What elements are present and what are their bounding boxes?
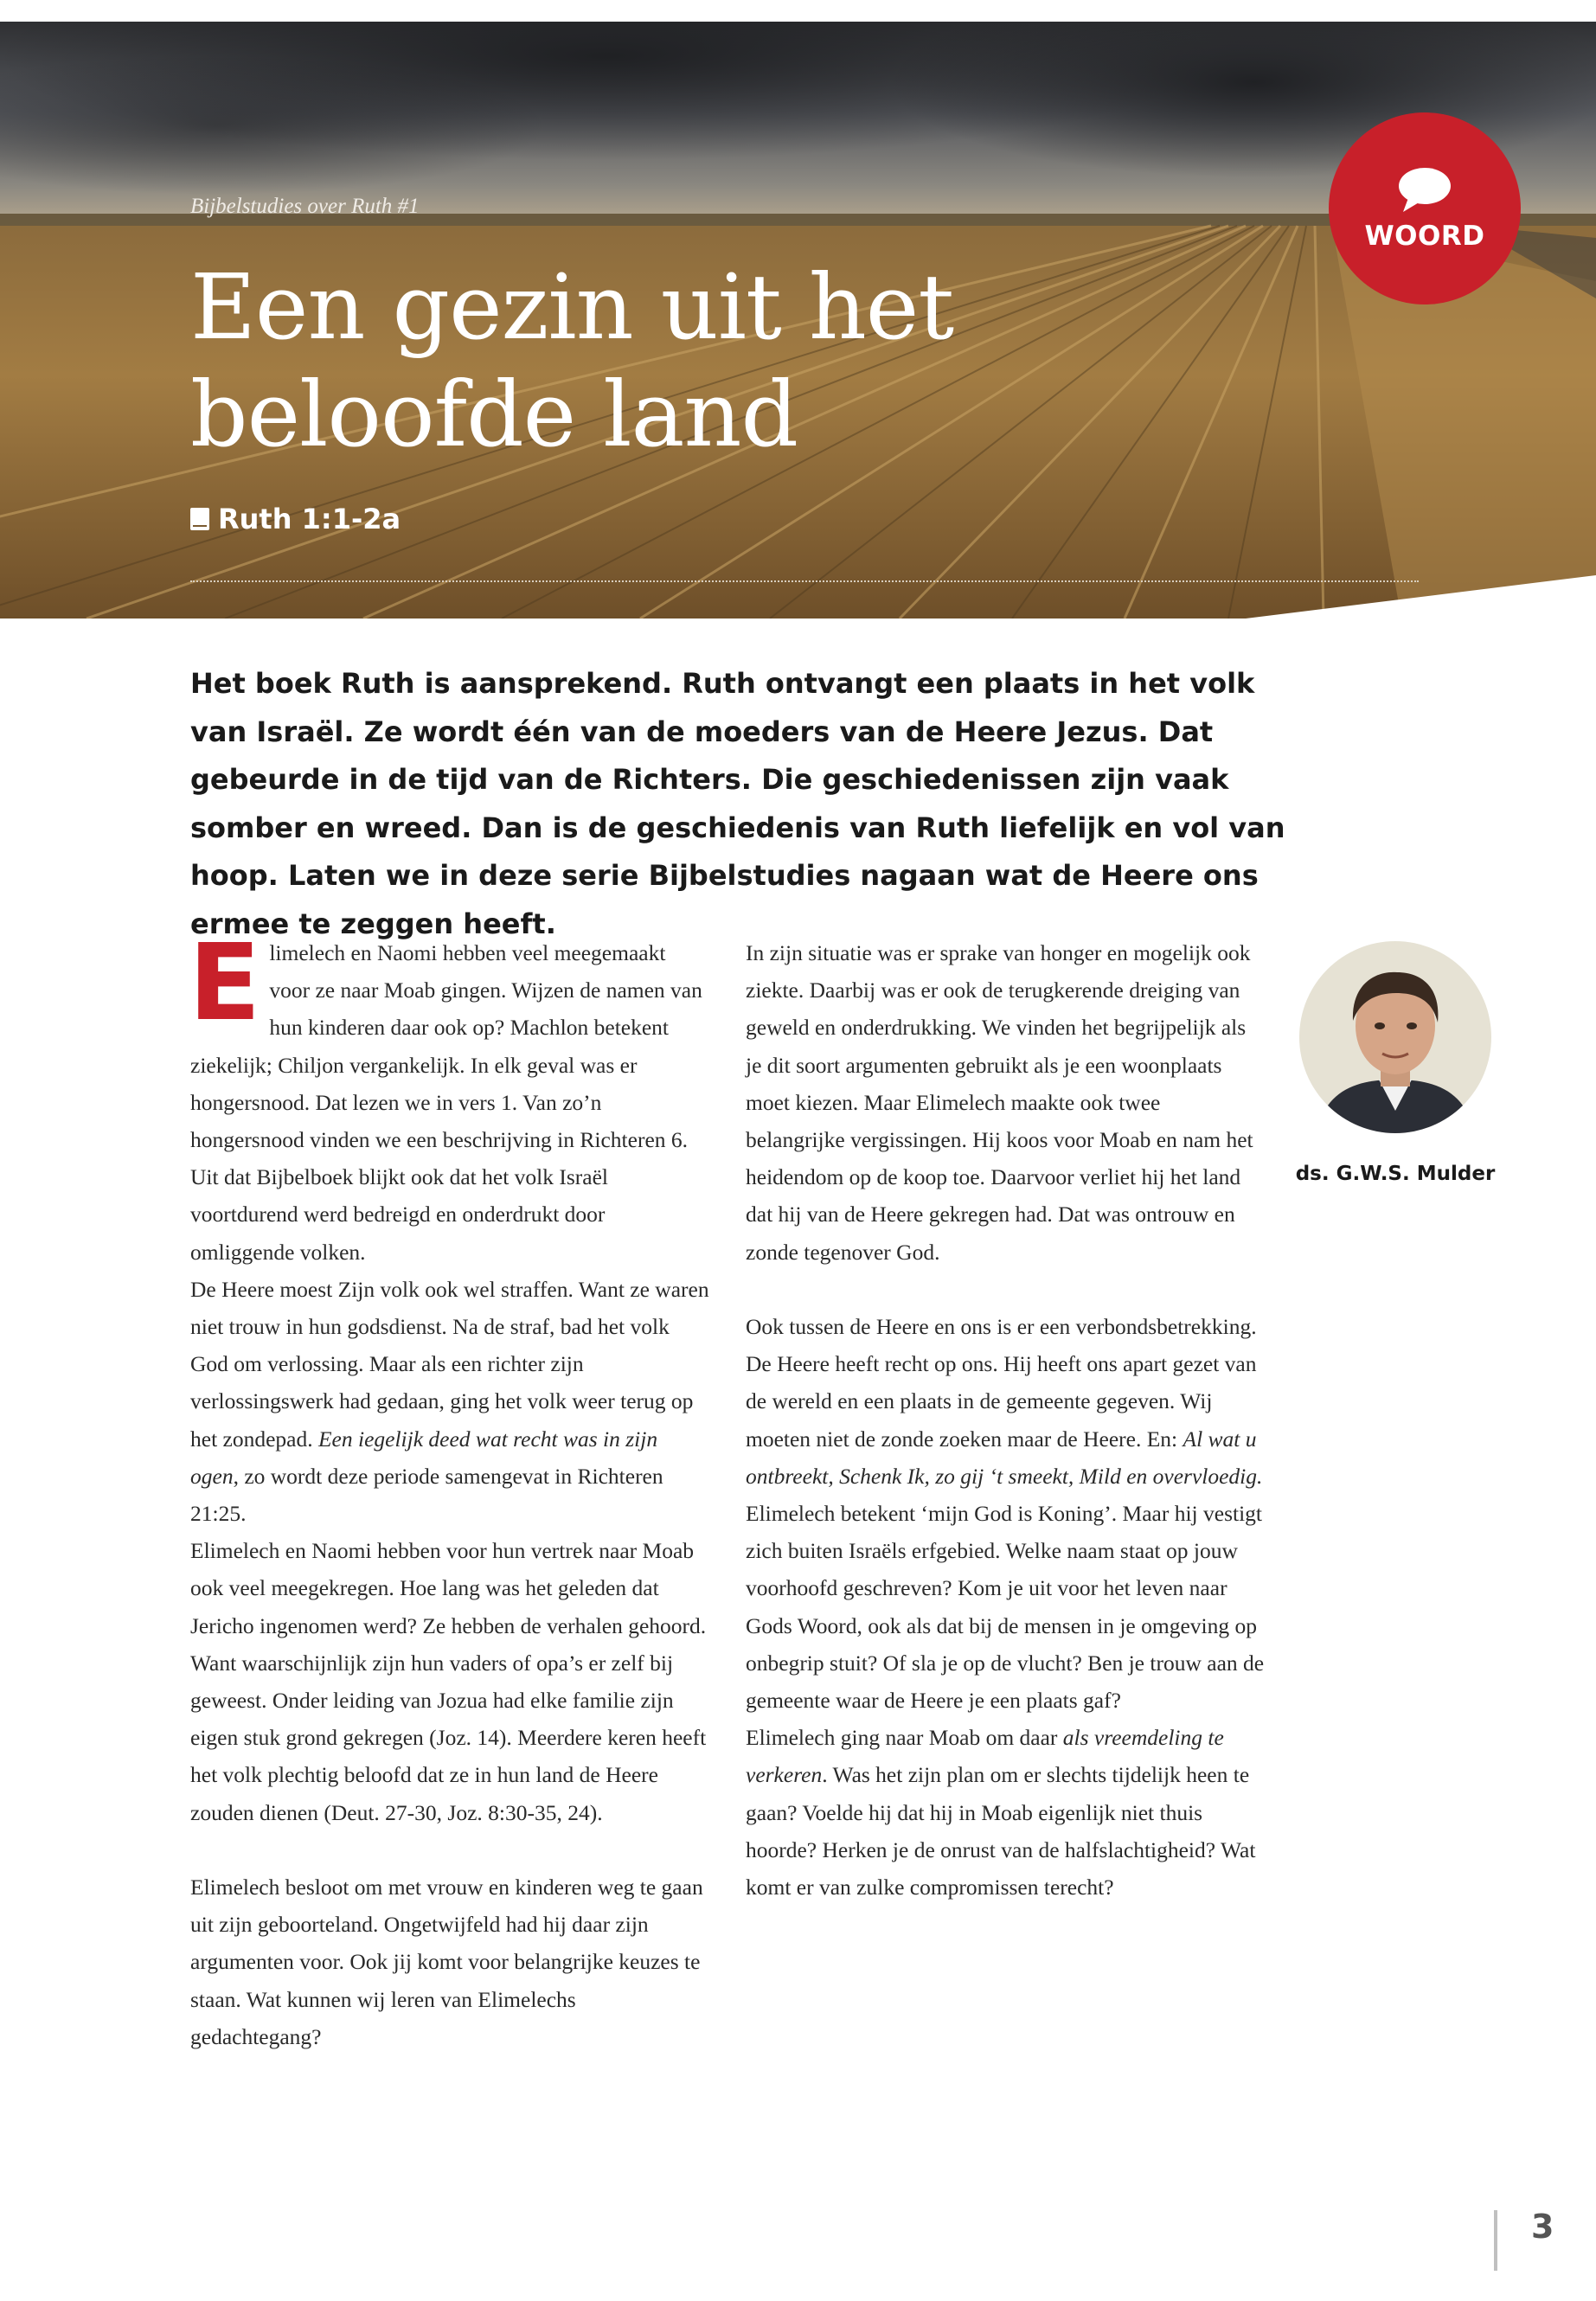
paragraph — [189, 921, 709, 1271]
paragraph-text: , zo wordt deze periode samengevat in Richteren 21:25. — [190, 1463, 663, 1527]
page-number-rule — [1494, 2210, 1497, 2271]
section-badge — [1329, 112, 1521, 304]
speech-bubble-icon — [1396, 165, 1453, 214]
paragraph: Elimelech besloot om met vrouw en kinderen weg te gaan uit zijn geboorteland. Ongetwijfeld had hij daar zijn argumenten voor. Ook jij komt voor belangrijke keuzes te staan. Wat kunnen wij leren van Elimelechs gedachtegang? — [190, 1875, 703, 2049]
paragraph — [746, 1719, 1265, 1906]
title-line-1: Een gezin uit het — [190, 254, 954, 360]
dotted-divider — [190, 580, 1419, 582]
top-margin — [0, 0, 1596, 22]
paragraph-text: Ook tussen de Heere en ons is er een verbondsbetrekking. De Heere heeft recht op ons. Hij heeft ons apart gezet van de wereld en een plaats in de gemeente gegeven. Wij moeten niet de zonde zoeken maar de Heere. En: — [746, 1314, 1257, 1452]
article-column-left — [189, 921, 709, 2055]
psalm-quote: Al wat u ontbreekt, Schenk Ik, zo gij ‘t smeekt, Mild en overvloedig. — [746, 1426, 1263, 1489]
drop-cap: E — [189, 921, 261, 1044]
series-kicker: Bijbelstudies over Ruth #1 — [190, 195, 420, 218]
bible-reference — [190, 503, 401, 535]
author-name: ds. G.W.S. Mulder — [1295, 1163, 1496, 1185]
author-portrait — [1299, 941, 1491, 1133]
paragraph — [190, 1271, 709, 1532]
article-title — [190, 253, 1142, 468]
paragraph-text: De Heere moest Zijn volk ook wel straffen. Want ze waren niet trouw in hun godsdienst. Na de straf, bad het volk God om verlossing. Maar als een richter zijn verlossingswerk had gedaan, ging het volk weer terug op het zondepad. — [190, 1276, 709, 1452]
paragraph — [746, 1308, 1265, 1495]
scripture-quote: als vreemdeling te verkeren — [746, 1725, 1224, 1788]
page-number: 3 — [1531, 2208, 1554, 2246]
paragraph-text: . Was het zijn plan om er slechts tijdelijk heen te gaan? Voelde hij dat hij in Moab eigenlijk niet thuis hoorde? Herken je de onrust van de halfslachtigheid? Wat komt er van zulke compromissen terecht? — [746, 1762, 1256, 1900]
paragraph-text: limelech en Naomi hebben veel meegemaakt voor ze naar Moab gingen. Wijzen de namen van hun kinderen daar ook op? Machlon betekent ziekelijk; Chiljon vergankelijk. In elk geval was er hongersnood. Dat lezen we in vers 1. Van zo’n hongersnood vinden we een beschrijving in Richteren 6. Uit dat Bijbelboek blijkt ook dat het volk Israël voortdurend werd bedreigd en onderdrukt door omliggende volken. — [190, 940, 702, 1265]
article-column-right — [746, 934, 1265, 1906]
paragraph: Elimelech betekent ‘mijn God is Koning’. Maar hij vestigt zich buiten Israëls erfgebied. Welke naam staat op jouw voorhoofd geschreven? Kom je uit voor het leven naar Gods Woord, ook als dat bij de mensen in je omgeving op onbegrip stuit? Of sla je op de vlucht? Ben je trouw aan de gemeente waar de Heere je een plaats gaf? — [746, 1501, 1265, 1714]
title-line-2: beloofde land — [190, 362, 798, 467]
scripture-quote: Een iegelijk deed wat recht was in zijn ogen — [190, 1426, 658, 1489]
paragraph: Elimelech en Naomi hebben voor hun vertrek naar Moab ook veel meegekregen. Hoe lang was het geleden dat Jericho ingenomen werd? Ze hebben de verhalen gehoord. Want waarschijnlijk zijn hun vaders of opa’s er zelf bij geweest. Onder leiding van Jozua had elke familie zijn eigen stuk grond gekregen (Joz. 14). Meerdere keren heeft het volk plechtig beloofd dat ze in hun land de Heere zouden dienen (Deut. 27-30, Joz. 8:30-35, 24). — [190, 1538, 707, 1825]
book-icon — [190, 508, 209, 530]
lead-paragraph: Het boek Ruth is aansprekend. Ruth ontvangt een plaats in het volk van Israël. Ze wordt één van de moeders van de Heere Jezus. Dat gebeurde in de tijd van de Richters. Die geschiedenissen zijn vaak somber en wreed. Dan is de geschiedenis van Ruth liefelijk en vol van hoop. Laten we in deze serie Bijbelstudies nagaan wat de Heere ons ermee te zeggen heeft. — [190, 667, 1285, 940]
badge-label: WOORD — [1364, 221, 1485, 252]
paragraph-text: Elimelech ging naar Moab om daar — [746, 1725, 1063, 1751]
hero-banner — [0, 22, 1596, 619]
paragraph: In zijn situatie was er sprake van honger en mogelijk ook ziekte. Daarbij was er ook de terugkerende dreiging van geweld en onderdrukking. We vinden het begrijpelijk als je dit soort argumenten gebruikt als je een woonplaats moet kiezen. Maar Elimelech maakte ook twee belangrijke vergissingen. Hij koos voor Moab en nam het heidendom op de koop toe. Daarvoor verliet hij het land dat hij van de Heere gekregen had. Dat was ontrouw en zonde tegenover God. — [746, 940, 1253, 1265]
bible-reference-text: Ruth 1:1-2a — [218, 503, 401, 535]
author-photo — [1299, 941, 1491, 1133]
